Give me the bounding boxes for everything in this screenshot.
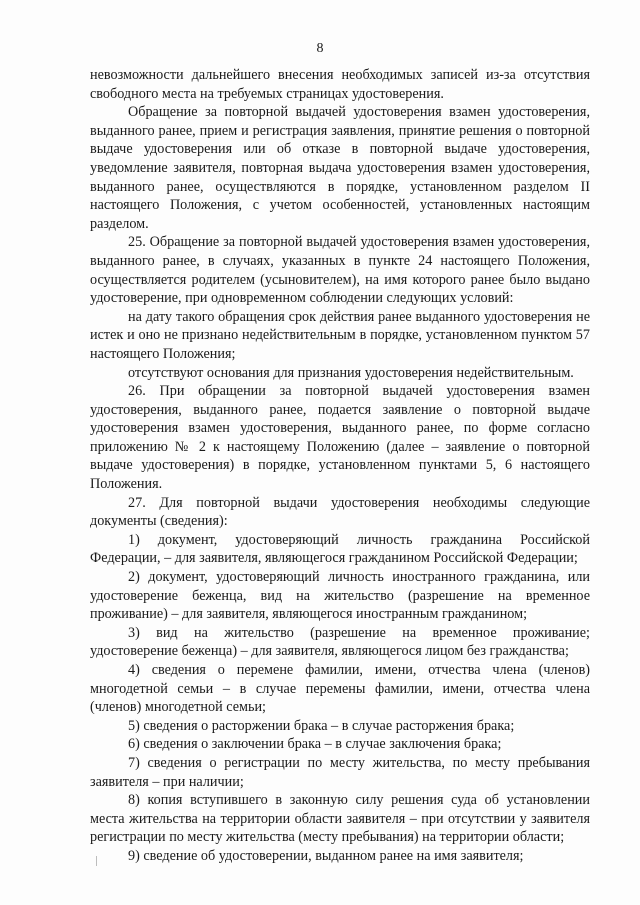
- list-item-3: 3) вид на жительство (разрешение на временное проживание; удостоверение беженца) – для заявителя, являющегося лицом без гражданства;: [90, 624, 590, 660]
- list-item-7: 7) сведения о регистрации по месту жительства, по месту пребывания заявителя – при наличии;: [90, 754, 590, 790]
- scan-artifact: [96, 856, 97, 866]
- page-number: 8: [316, 41, 324, 56]
- list-item-8: 8) копия вступившего в законную силу решения суда об установлении места жительства на территории области заявителя – при отсутствии у заявителя регистрации по месту жительства (месту пребывания) на территории области;: [90, 792, 590, 846]
- document-body: [90, 66, 590, 866]
- paragraph-clause-26: 26. При обращении за повторной выдачей удостоверения взамен удостоверения, выданного ранее, подается заявление о повторной выдаче удостоверения взамен удостоверения, выданного ранее, по форме согласно приложению № 2 к настоящему Положению (далее – заявление о повторной выдаче удостоверения) в порядке, установленном пунктами 5, 6 настоящего Положения.: [90, 383, 590, 493]
- list-item-9: 9) сведение об удостоверении, выданном ранее на имя заявителя;: [128, 847, 524, 864]
- list-item-2: 2) документ, удостоверяющий личность иностранного гражданина, или удостоверение беженца, вид на жительство (разрешение на временное проживание) – для заявителя, являющегося иностранным гражданином;: [90, 569, 590, 623]
- list-item-1: 1) документ, удостоверяющий личность гражданина Российской Федерации, – для заявителя, являющегося гражданином Российской Федерации;: [90, 531, 590, 567]
- list-item-5: 5) сведения о расторжении брака – в случае расторжения брака;: [128, 717, 515, 734]
- paragraph-clause-25: 25. Обращение за повторной выдачей удостоверения взамен удостоверения, выданного ранее, в случаях, указанных в пункте 24 настоящего Положения, осуществляется родителем (усыновителем), на имя которого ранее было выдано удостоверение, при одновременном соблюдении следующих условий:: [90, 234, 590, 307]
- paragraph-clause-27: 27. Для повторной выдачи удостоверения необходимы следующие документы (сведения):: [90, 494, 590, 530]
- paragraph-appeal-procedure: Обращение за повторной выдачей удостоверения взамен удостоверения, выданного ранее, прием и регистрация заявления, принятие решения о повторной выдаче удостоверения или об отказе в повторной выдаче удостоверения, уведомление заявителя, повторная выдача удостоверения взамен удостоверения, выданного ранее, осуществляются в порядке, установленном разделом II настоящего Положения, с учетом особенностей, установленных настоящим разделом.: [90, 104, 590, 232]
- list-item-4: 4) сведения о перемене фамилии, имени, отчества члена (членов) многодетной семьи – в случае перемены фамилии, имени, отчества члена (членов) многодетной семьи;: [90, 662, 590, 716]
- paragraph-continuation: невозможности дальнейшего внесения необходимых записей из-за отсутствия свободного места на требуемых страницах удостоверения.: [90, 67, 590, 102]
- list-item-6: 6) сведения о заключении брака – в случае заключения брака;: [128, 736, 502, 753]
- paragraph-condition-1: на дату такого обращения срок действия ранее выданного удостоверения не истек и оно не признано недействительным в порядке, установленном пунктом 57 настоящего Положения;: [90, 308, 590, 362]
- paragraph-condition-2: отсутствуют основания для признания удостоверения недействительным.: [128, 364, 574, 381]
